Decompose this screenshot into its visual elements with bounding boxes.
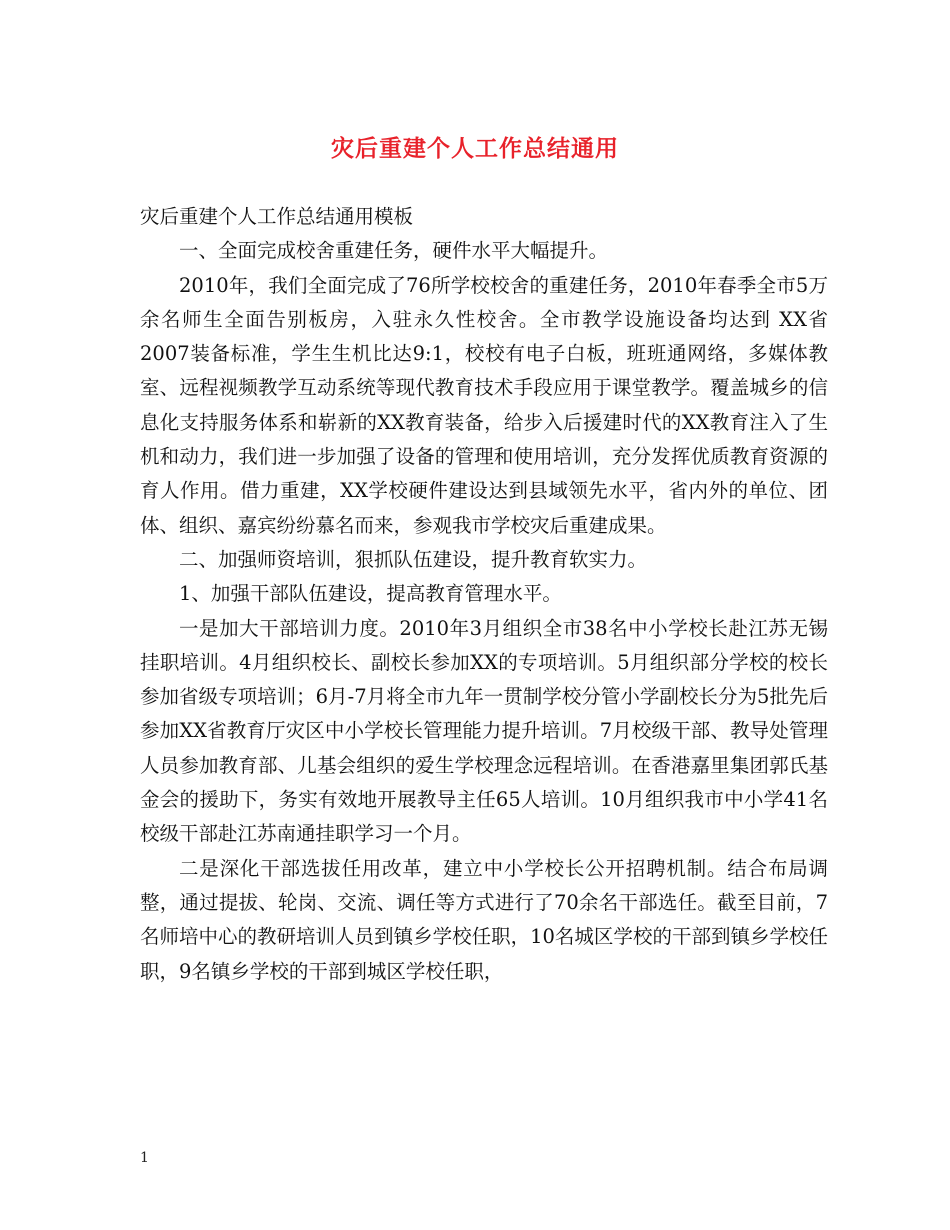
paragraph: 二、加强师资培训，狠抓队伍建设，提升教育软实力。: [179, 547, 648, 571]
paragraph: 一、全面完成校舍重建任务，硬件水平大幅提升。: [179, 239, 609, 263]
paragraph: 灾后重建个人工作总结通用模板: [140, 205, 414, 228]
paragraph: 一是加大干部培训力度。2010年3月组织全市38名中小学校长赴江苏无锡挂职培训。4月组织校长、副校长参加XX的专项培训。5月组织部分学校的校长参加省级专项培训；6月-7月将全市九年一贯制学校分管小学副校长分为5批先后参加XX省教育厅灾区中小学校长管理能力提升培训。7月校级干部、教导处管理人员参加教育部、儿基会组织的爱生学校理念远程培训。在香港嘉里集团郭氏基金会的援助下，务实有效地开展教导主任65人培训。10月组织我市中小学41名校级干部赴江苏南通挂职学习一个月。: [140, 616, 828, 846]
paragraph: 二是深化干部选拔任用改革，建立中小学校长公开招聘机制。结合布局调整，通过提拔、轮岗、交流、调任等方式进行了70余名干部选任。截至目前，7名师培中心的教研培训人员到镇乡学校任职，10名城区学校的干部到镇乡学校任职，9名镇乡学校的干部到城区学校任职，: [140, 856, 828, 983]
document-title: 灾后重建个人工作总结通用: [331, 135, 619, 162]
paragraph: 2010年，我们全面完成了76所学校校舍的重建任务，2010年春季全市5万余名师生全面告别板房，入驻永久性校舍。全市教学设施设备均达到 XX省 2007装备标准，学生生机比达9:1，校校有电子白板，班班通网络，多媒体教室、远程视频教学互动系统等现代教育技术手段应用于课堂教学。覆盖城乡的信息化支持服务体系和崭新的XX教育装备，给步入后援建时代的XX教育注入了生机和动力，我们进一步加强了设备的管理和使用培训，充分发挥优质教育资源的育人作用。借力重建，XX学校硬件建设达到县域领先水平，省内外的单位、团体、组织、嘉宾纷纷慕名而来，参观我市学校灾后重建成果。: [140, 273, 828, 537]
document-body: [140, 200, 828, 989]
paragraph: 1、加强干部队伍建设，提高教育管理水平。: [179, 582, 562, 606]
page-number: 1: [140, 1150, 149, 1166]
